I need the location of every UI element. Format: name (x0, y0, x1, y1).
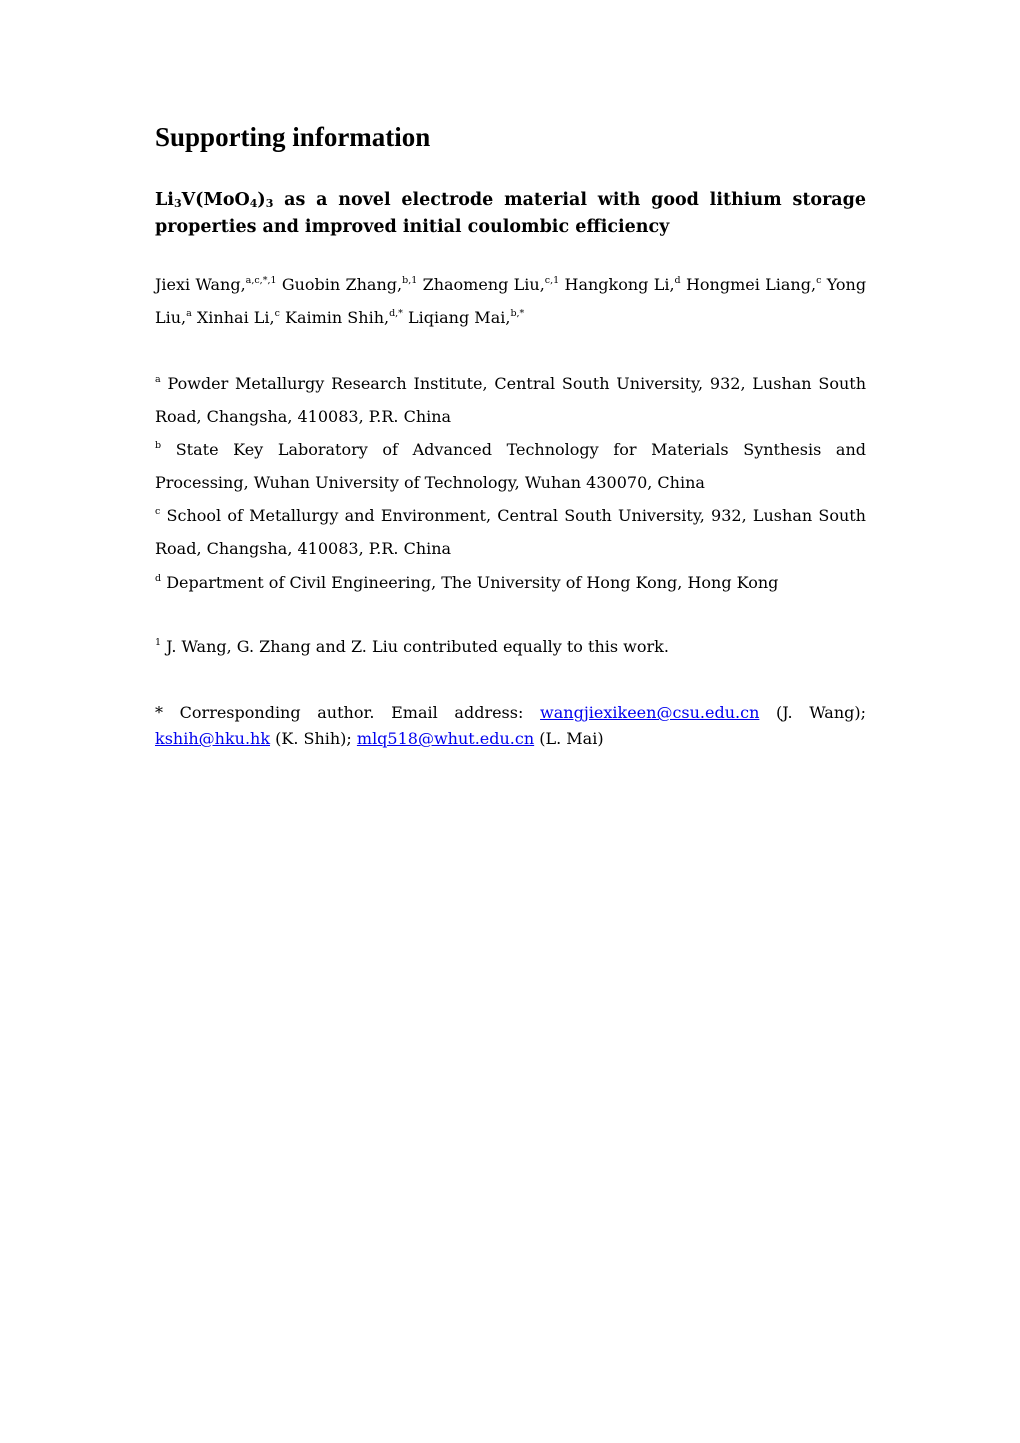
author-affiliation-mark: a (186, 308, 192, 319)
author-affiliation-mark: d,* (389, 308, 403, 319)
author-affiliation-mark: c,1 (544, 275, 560, 286)
affiliation-c (155, 499, 866, 565)
title-formula-v: V(MoO (181, 190, 250, 210)
author-affiliation-mark: c (816, 275, 822, 286)
author-name: Liqiang Mai, (408, 308, 511, 327)
affiliation-mark: b (155, 440, 162, 451)
author-name: Jiexi Wang, (155, 275, 246, 294)
title-formula-close-subscript: 3 (265, 197, 274, 210)
affiliation-a (155, 367, 866, 433)
affiliation-text: Department of Civil Engineering, The University of Hong Kong, Hong Kong (166, 573, 779, 592)
affiliation-d (155, 566, 866, 599)
equal-contribution-note (155, 632, 866, 662)
author-affiliation-mark: b,* (510, 308, 525, 319)
affiliation-text: State Key Laboratory of Advanced Technology for Materials Synthesis and Processing, Wuhan University of Technology, Wuhan 430070, China (155, 440, 866, 492)
author-name: Yong Liu, (155, 275, 867, 327)
footnote-text: J. Wang, G. Zhang and Z. Liu contributed equally to this work. (166, 637, 669, 656)
corresponding-prefix: * Corresponding author. Email address: (155, 703, 541, 722)
footnote-mark: 1 (155, 637, 162, 648)
author-list (155, 268, 866, 334)
affiliation-mark: a (155, 374, 161, 385)
email-link-shih[interactable]: kshih@hku.hk (155, 729, 271, 748)
title-formula-close: ) (257, 190, 266, 210)
author-name: Hongmei Liang, (685, 275, 817, 294)
author-affiliation-mark: d (674, 275, 681, 286)
author-name: Guobin Zhang, (281, 275, 403, 294)
corresponding-text: (L. Mai) (534, 729, 604, 748)
corresponding-text: (K. Shih); (270, 729, 357, 748)
paper-title (155, 187, 866, 241)
title-formula-li-subscript: 3 (173, 197, 182, 210)
author-name: Hangkong Li, (564, 275, 675, 294)
author-name: Zhaomeng Liu, (422, 275, 545, 294)
author-affiliation-mark: a,c,*,1 (245, 275, 277, 286)
affiliation-mark: d (155, 573, 162, 584)
affiliation-text: School of Metallurgy and Environment, Central South University, 932, Lushan South Road, Changsha, 410083, P.R. China (155, 506, 866, 558)
author-affiliation-mark: c (274, 308, 280, 319)
author-name: Kaimin Shih, (285, 308, 390, 327)
affiliation-text: Powder Metallurgy Research Institute, Central South University, 932, Lushan South Road, Changsha, 410083, P.R. China (155, 374, 866, 426)
title-text: as a novel electrode material with good lithium storage properties and improved initial coulombic efficiency (155, 190, 866, 237)
author-affiliation-mark: b,1 (402, 275, 418, 286)
title-formula-o-subscript: 4 (249, 197, 258, 210)
title-formula-li: Li (155, 190, 174, 210)
affiliation-mark: c (155, 506, 161, 517)
email-link-wang[interactable]: wangjiexikeen@csu.edu.cn (540, 703, 760, 722)
corresponding-text: (J. Wang); (759, 703, 866, 722)
page-heading: Supporting information (155, 122, 431, 152)
corresponding-author-note (155, 700, 866, 752)
affiliation-b (155, 433, 866, 499)
author-name: Xinhai Li, (196, 308, 275, 327)
email-link-mai[interactable]: mlq518@whut.edu.cn (356, 729, 535, 748)
